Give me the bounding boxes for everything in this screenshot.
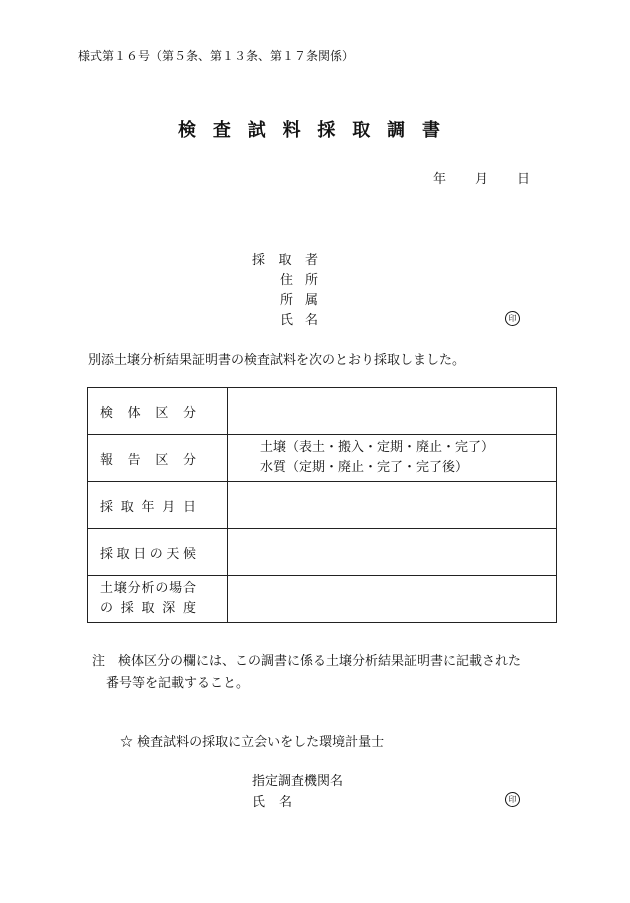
intro-text: 別添土壌分析結果証明書の検査試料を次のとおり採取しました。 [88, 353, 466, 368]
table-row-sample-category [88, 388, 557, 435]
date-line [433, 168, 531, 187]
witness-heading: ☆ 検査試料の採取に立会いをした環境計量士 [120, 735, 385, 750]
sample-info-table [87, 387, 557, 623]
date-year-label: 年 [433, 172, 447, 187]
note-prefix: 注 [92, 654, 106, 669]
table-row-weather [88, 529, 557, 576]
collector-affiliation-label: 所属 [280, 293, 318, 308]
date-month-label: 月 [475, 172, 489, 187]
witness-seal-mark: 印 [505, 792, 520, 807]
note-line1: 検体区分の欄には、この調書に係る土壌分析結果証明書に記載された [118, 654, 522, 669]
value-sampling-date [228, 482, 557, 529]
collector-seal-mark: 印 [505, 311, 520, 326]
note-line2: 番号等を記載すること。 [106, 676, 250, 691]
form-number: 様式第１６号（第５条、第１３条、第１７条関係） [78, 49, 355, 63]
collector-heading: 採取者 [252, 253, 318, 268]
report-option-water: 水質（定期・廃止・完了・完了後） [260, 460, 469, 475]
table-row-sampling-depth [88, 576, 557, 623]
table-row-report-category [88, 435, 557, 482]
report-option-soil: 土壌（表土・搬入・定期・廃止・完了） [260, 440, 495, 455]
label-report-category: 報告区分 [100, 452, 196, 468]
collector-name-label: 氏名 [280, 313, 318, 328]
label-weather: 採取日の天候 [100, 546, 196, 562]
label-sampling-depth-line1: 土壌分析の場合 [100, 581, 196, 596]
value-sample-category [228, 388, 557, 435]
witness-agency-label: 指定調査機関名 [252, 774, 344, 789]
label-sampling-depth-line2: の採取深度 [100, 601, 196, 616]
document-title: 検査試料採取調書 [178, 120, 440, 141]
table-row-sampling-date [88, 482, 557, 529]
witness-name-label: 氏名 [252, 795, 292, 810]
note-block [92, 651, 521, 695]
value-sampling-depth [228, 576, 557, 623]
label-sampling-date: 採取年月日 [100, 499, 196, 515]
collector-address-label: 住所 [280, 273, 318, 288]
value-weather [228, 529, 557, 576]
date-day-label: 日 [517, 172, 531, 187]
label-sample-category: 検体区分 [100, 405, 196, 421]
value-report-category [228, 435, 557, 482]
